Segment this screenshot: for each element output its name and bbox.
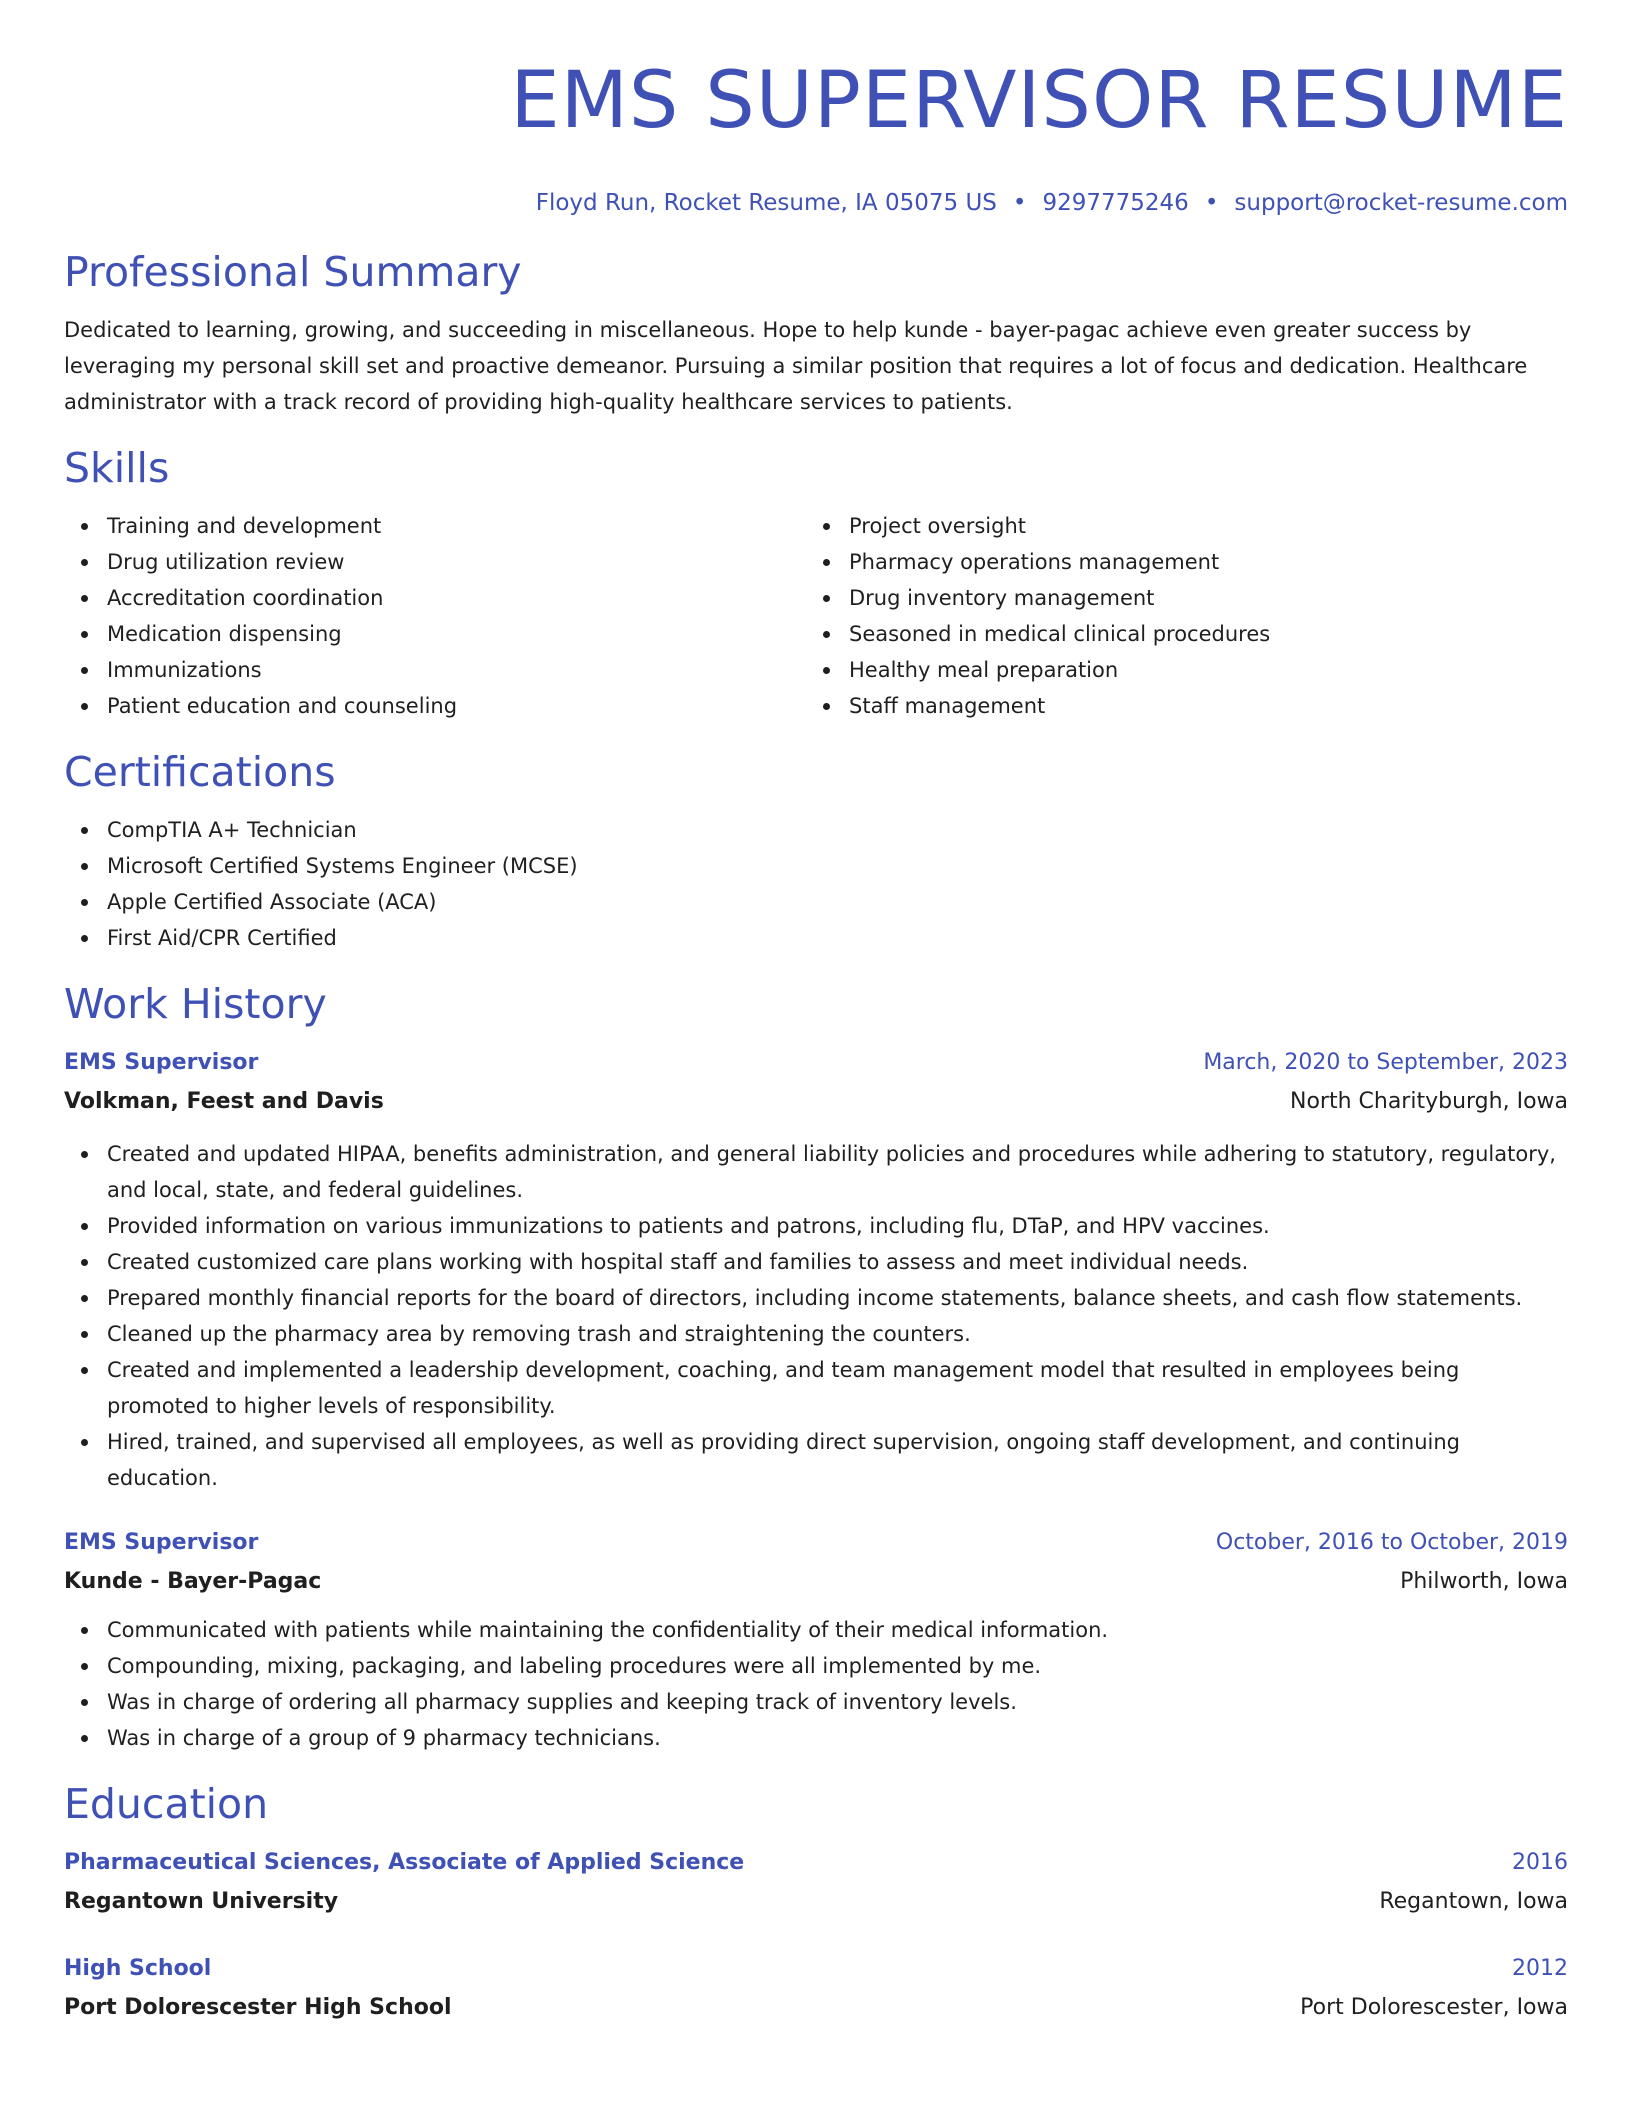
job-bullet: Created and updated HIPAA, benefits administration, and general liability policies and procedures while adhering to statutory, regulatory, and local, state, and federal guidelines. [107, 1136, 1568, 1208]
job-bullet: Created and implemented a leadership development, coaching, and team management model that resulted in employees being promoted to higher levels of responsibility. [107, 1352, 1568, 1424]
education-entry [64, 1844, 1568, 1922]
contact-line [64, 188, 1568, 218]
skills-list-left [64, 508, 806, 724]
job-bullet: Created customized care plans working with hospital staff and families to assess and meet individual needs. [107, 1244, 1568, 1280]
skill-item: Healthy meal preparation [849, 652, 1548, 688]
job-entry [64, 1044, 1568, 1496]
skill-item: Drug inventory management [849, 580, 1548, 616]
job-bullet: Prepared monthly financial reports for the board of directors, including income statements, balance sheets, and cash flow statements. [107, 1280, 1568, 1316]
job-bullet: Communicated with patients while maintaining the confidentiality of their medical information. [107, 1612, 1568, 1648]
certification-item: Microsoft Certified Systems Engineer (MCSE) [107, 848, 1568, 884]
skill-item: Training and development [107, 508, 806, 544]
skill-item: Medication dispensing [107, 616, 806, 652]
skills-heading: Skills [64, 444, 170, 492]
job-bullet: Cleaned up the pharmacy area by removing trash and straightening the counters. [107, 1316, 1568, 1352]
education-heading: Education [64, 1780, 269, 1828]
job-title-row [64, 1044, 1568, 1082]
education-degree-row [64, 1844, 1568, 1882]
education-section [64, 1778, 1568, 2028]
certifications-section [64, 746, 1568, 956]
job-location: North Charityburgh, Iowa [1290, 1089, 1568, 1114]
job-location: Philworth, Iowa [1400, 1569, 1568, 1594]
skill-item: Staff management [849, 688, 1548, 724]
skill-item: Patient education and counseling [107, 688, 806, 724]
certification-item: Apple Certified Associate (ACA) [107, 884, 1568, 920]
skill-item: Pharmacy operations management [849, 544, 1548, 580]
education-degree: High School [64, 1956, 212, 1981]
job-entry [64, 1524, 1568, 1756]
certification-item: CompTIA A+ Technician [107, 812, 1568, 848]
skills-column-right [806, 508, 1548, 724]
job-dates: October, 2016 to October, 2019 [1215, 1530, 1568, 1555]
contact-phone: 9297775246 [1042, 190, 1189, 216]
job-title: EMS Supervisor [64, 1050, 259, 1075]
summary-text: Dedicated to learning, growing, and succeeding in miscellaneous. Hope to help kunde - bayer-pagac achieve even greater success by leveraging my personal skill set and proactive demeanor. Pursuing a similar position that requires a lot of focus and dedication. Healthcare administrator with a track record of providing high-quality healthcare services to patients. [64, 318, 1528, 414]
education-entry [64, 1950, 1568, 2028]
job-bullet: Provided information on various immunizations to patients and patrons, including flu, DTaP, and HPV vaccines. [107, 1208, 1568, 1244]
job-bullet: Hired, trained, and supervised all employees, as well as providing direct supervision, ongoing staff development, and continuing education. [107, 1424, 1568, 1496]
education-year: 2016 [1512, 1850, 1568, 1875]
skills-list-right [806, 508, 1548, 724]
education-location: Port Dolorescester, Iowa [1300, 1995, 1568, 2020]
job-title-row [64, 1524, 1568, 1562]
job-bullets [64, 1612, 1568, 1756]
contact-email[interactable]: support@rocket-resume.com [1234, 190, 1568, 216]
job-bullet: Was in charge of a group of 9 pharmacy technicians. [107, 1720, 1568, 1756]
skill-item: Accreditation coordination [107, 580, 806, 616]
skill-item: Immunizations [107, 652, 806, 688]
job-company: Volkman, Feest and Davis [64, 1089, 384, 1114]
skills-section [64, 442, 1568, 724]
job-company: Kunde - Bayer-Pagac [64, 1569, 322, 1594]
education-degree: Pharmaceutical Sciences, Associate of Applied Science [64, 1850, 745, 1875]
job-bullet: Was in charge of ordering all pharmacy supplies and keeping track of inventory levels. [107, 1684, 1568, 1720]
skill-item: Drug utilization review [107, 544, 806, 580]
job-bullets [64, 1136, 1568, 1496]
education-school: Port Dolorescester High School [64, 1995, 452, 2020]
skill-item: Seasoned in medical clinical procedures [849, 616, 1548, 652]
education-school-row [64, 1882, 1568, 1922]
summary-section [64, 246, 1568, 420]
skills-column-left [64, 508, 806, 724]
education-location: Regantown, Iowa [1379, 1889, 1568, 1914]
certifications-heading: Certifications [64, 748, 336, 796]
work-history-heading: Work History [64, 980, 327, 1028]
job-company-row [64, 1082, 1568, 1122]
education-school: Regantown University [64, 1889, 339, 1914]
resume-title: EMS SUPERVISOR RESUME [510, 56, 1568, 146]
education-degree-row [64, 1950, 1568, 1988]
education-year: 2012 [1512, 1956, 1568, 1981]
work-history-section [64, 978, 1568, 1756]
contact-separator: • [1204, 190, 1219, 216]
job-company-row [64, 1562, 1568, 1602]
education-school-row [64, 1988, 1568, 2028]
skills-grid [64, 508, 1568, 724]
certification-item: First Aid/CPR Certified [107, 920, 1568, 956]
skill-item: Project oversight [849, 508, 1548, 544]
job-dates: March, 2020 to September, 2023 [1203, 1050, 1568, 1075]
job-title: EMS Supervisor [64, 1530, 259, 1555]
certifications-list [64, 812, 1568, 956]
contact-address: Floyd Run, Rocket Resume, IA 05075 US [535, 190, 997, 216]
job-bullet: Compounding, mixing, packaging, and labeling procedures were all implemented by me. [107, 1648, 1568, 1684]
summary-heading: Professional Summary [64, 248, 522, 296]
contact-separator: • [1012, 190, 1027, 216]
